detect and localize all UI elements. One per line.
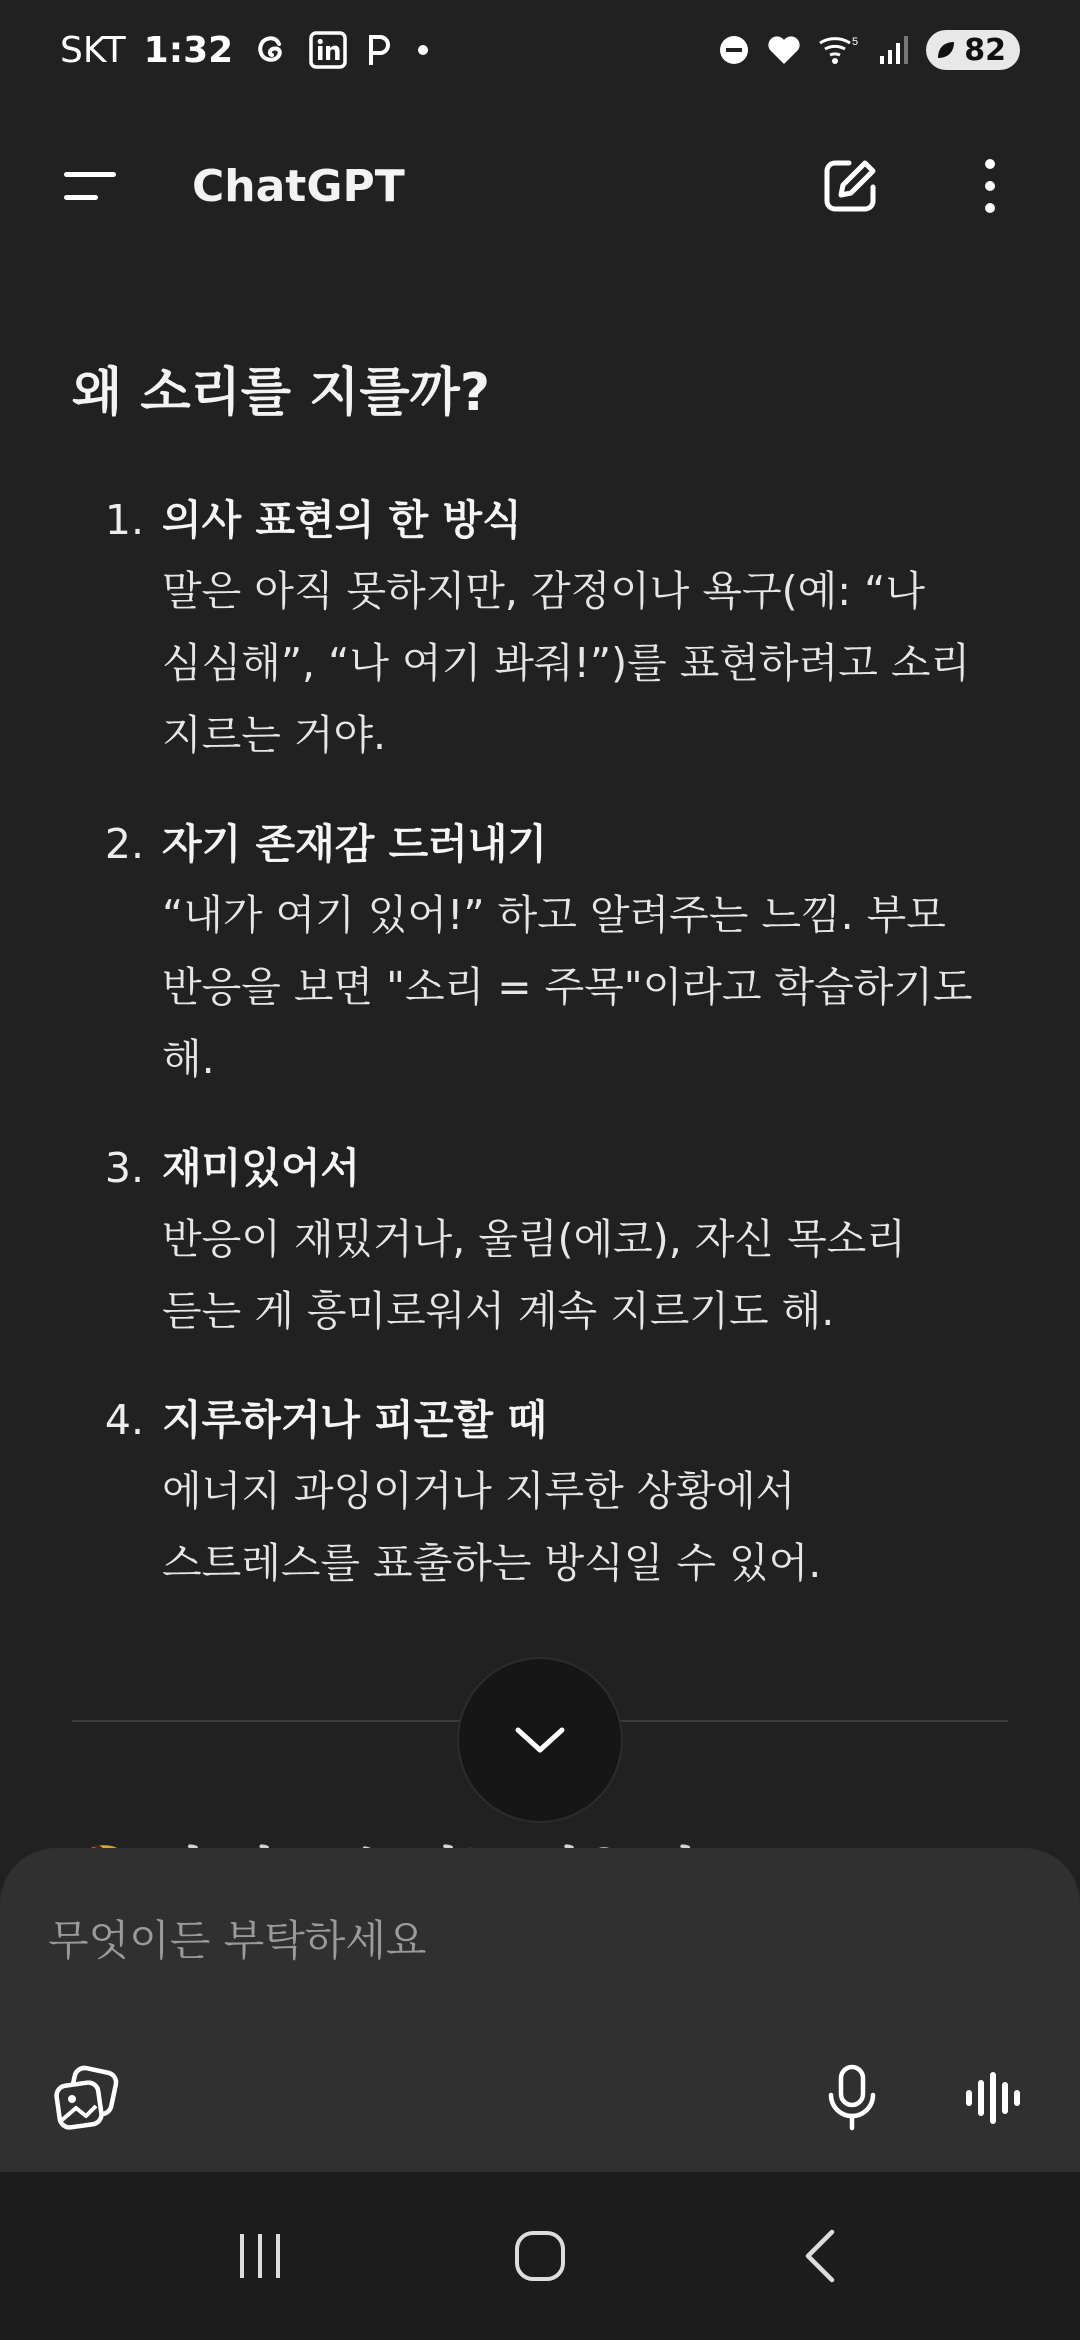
list-item-line: 반응을 보면 "소리 = 주목"이라고 학습하기도 xyxy=(162,963,973,1011)
p-icon xyxy=(365,31,395,69)
attach-image-icon[interactable] xyxy=(48,2058,128,2138)
list-item xyxy=(72,1133,1008,1347)
composer xyxy=(0,1848,1080,2172)
recent-apps-icon[interactable] xyxy=(200,2196,320,2316)
list-item-line: 지르는 거야. xyxy=(162,711,387,759)
list-item-body xyxy=(158,1385,1008,1599)
app-bar xyxy=(0,130,1080,242)
list-number: 2. xyxy=(104,820,144,868)
linkedin-icon xyxy=(309,31,347,69)
list-item-line: 반응이 재밌거나, 울림(에코), 자신 목소리 xyxy=(162,1215,906,1263)
leaf-icon xyxy=(934,38,958,62)
list-item-title: 의사 표현의 한 방식 xyxy=(162,496,522,544)
list-item-body xyxy=(158,1133,1008,1347)
list-item-line: 스트레스를 표출하는 방식일 수 있어. xyxy=(162,1539,822,1587)
dnd-icon xyxy=(718,34,750,66)
battery-indicator xyxy=(926,30,1020,70)
clock: 1:32 xyxy=(143,29,234,71)
wifi-icon xyxy=(818,33,862,67)
list-item-title: 자기 존재감 드러내기 xyxy=(162,820,548,868)
list-item-line: 해. xyxy=(162,1035,215,1083)
list-number: 3. xyxy=(104,1144,144,1192)
back-icon[interactable] xyxy=(760,2196,880,2316)
status-right xyxy=(718,30,1020,70)
list-item xyxy=(72,485,1008,771)
list-number: 4. xyxy=(104,1396,144,1444)
menu-icon[interactable] xyxy=(50,146,130,226)
system-nav-bar xyxy=(0,2172,1080,2340)
list-item-title: 재미있어서 xyxy=(162,1144,361,1192)
list-item xyxy=(72,809,1008,1095)
heart-icon xyxy=(766,34,802,66)
list-item-title: 지루하거나 피곤할 때 xyxy=(162,1396,548,1444)
list-item-line: 심심해”, “나 여기 봐줘!”)를 표현하려고 소리 xyxy=(162,639,971,687)
status-left xyxy=(60,30,433,71)
reason-list xyxy=(72,485,1008,1599)
signal-icon xyxy=(878,34,910,66)
app-title: ChatGPT xyxy=(192,160,405,212)
list-item-line: 에너지 과잉이거나 지루한 상황에서 xyxy=(162,1467,796,1515)
message-heading: 왜 소리를 지를까? xyxy=(72,363,490,423)
list-number: 1. xyxy=(104,496,144,544)
list-item-line: 듣는 게 흥미로워서 계속 지르기도 해. xyxy=(162,1287,835,1335)
chat-message xyxy=(0,300,1080,1860)
carrier-label: SKT xyxy=(60,29,126,71)
list-item-line: “내가 여기 있어!” 하고 알려주는 느낌. 부모 xyxy=(162,891,946,939)
threads-icon xyxy=(251,30,291,70)
list-item-body xyxy=(158,809,1008,1095)
home-icon[interactable] xyxy=(480,2196,600,2316)
prompt-input[interactable]: 무엇이든 부탁하세요 xyxy=(48,1916,427,1965)
list-item-body xyxy=(158,485,1008,771)
list-item xyxy=(72,1385,1008,1599)
svg-text:5: 5 xyxy=(852,36,859,48)
status-bar xyxy=(0,0,1080,100)
battery-level: 82 xyxy=(964,32,1006,68)
list-item-line: 말은 아직 못하지만, 감정이나 욕구(예: “나 xyxy=(162,567,925,615)
composer-toolbar xyxy=(48,2058,1032,2138)
scroll-to-bottom-button[interactable] xyxy=(457,1657,623,1823)
voice-mode-icon[interactable] xyxy=(952,2058,1032,2138)
more-options-icon[interactable] xyxy=(950,146,1030,226)
dot-icon xyxy=(413,40,433,60)
chevron-down-icon xyxy=(512,1724,568,1756)
microphone-icon[interactable] xyxy=(812,2058,892,2138)
new-chat-icon[interactable] xyxy=(810,146,890,226)
